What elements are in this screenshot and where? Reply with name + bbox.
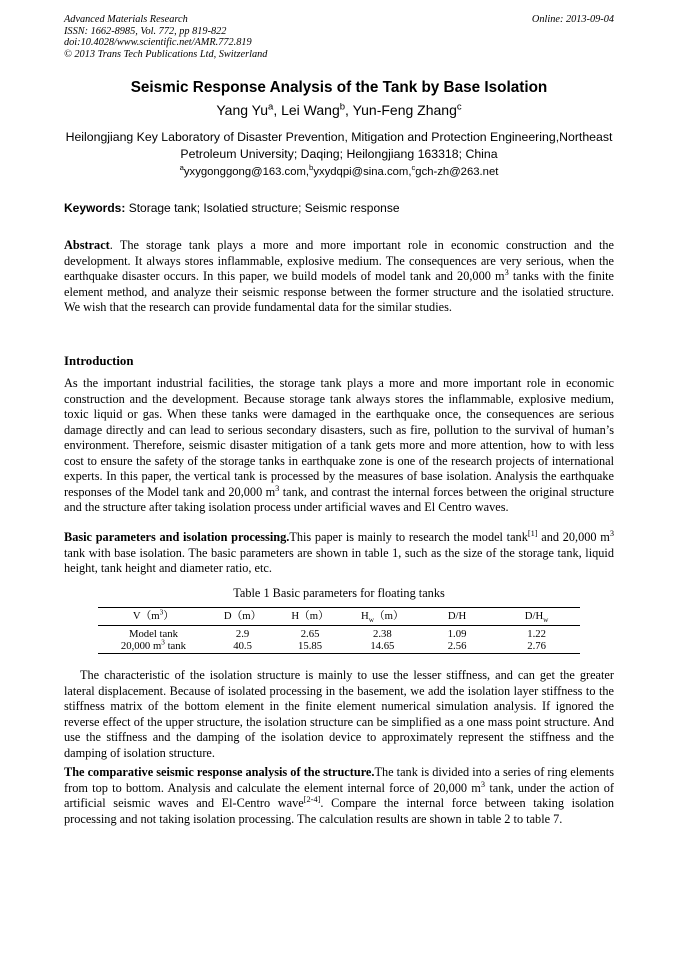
table-cell: 15.85 <box>298 640 323 652</box>
author-separator: , <box>273 102 282 118</box>
table-cell: 2.56 <box>447 640 467 652</box>
author-name: Yun-Feng Zhang <box>352 102 457 118</box>
email-list <box>0 163 678 178</box>
table-cell: 2.76 <box>527 640 546 652</box>
row-label: Model tank <box>128 627 178 640</box>
table-cell: 2.65 <box>300 627 320 640</box>
introduction-paragraph <box>64 376 614 516</box>
author-mark: a <box>268 101 274 113</box>
basic-parameters-heading: Basic parameters and isolation processing. <box>64 530 290 544</box>
basic-parameters-text: tank with base isolation. The basic parameters are shown in table 1, such as the size of the storage tank, liquid height, tank height and diameter ratio, etc. <box>64 545 614 575</box>
author-separator: , <box>345 102 353 118</box>
email-address[interactable]: yxygonggong@163.com <box>183 166 306 178</box>
introduction-heading: Introduction <box>64 354 134 368</box>
characteristic-paragraph: The characteristic of the isolation structure is mainly to use the lesser stiffness, and can get the greater lateral displacement. Because of isolated processing in the basement, we add the isolation layer stiffness to the stiffness matrix of the bottom element in the finite element numerical simulation analysis. If ignored the reverse effect of the upper structure, the isolation structure can be simplified as a one mass point structure. And use the stiffness and the damping of the isolation device to approximately represent the stiffness and the damping of isolation structure. <box>64 668 614 760</box>
introduction-text: tank, and contrast the internal forces between the original structure and the structure after taking isolation process under artificial waves and El Centro waves. <box>64 484 614 514</box>
comparative-text: The tank is divided into a series of ring elements from top to bottom. Analysis and calculate the element internal force of 20,000 m <box>64 765 614 795</box>
abstract-text: . The storage tank plays a more and more important role in economic construction and the development. It always stores inflammable, explosive medium. The consequences are very serious, when the earthquake disaster occurs. In this paper, we build models of model tank and 20,000 m <box>64 238 614 283</box>
email-mark: b <box>309 163 314 173</box>
superscript: 3 <box>504 267 509 277</box>
table-cell: 1.22 <box>527 627 546 640</box>
comparative-text: tank, under the action of artificial seismic waves and El-Centro wave <box>64 780 614 810</box>
row-label: 20,000 $m^3$ tank <box>120 638 186 652</box>
keywords-label: Keywords: <box>64 201 126 215</box>
keywords-text: Storage tank; Isolatied structure; Seismic response <box>128 201 400 215</box>
doi-line: doi:10.4028/www.scientific.net/AMR.772.819 <box>64 37 252 49</box>
introduction-text: As the important industrial facilities, the storage tank plays a more and more important role in economic construction and the development. Because storage tank always stores the inflammable, explosive medium, toxic liquid or gas. When these tanks were damaged in the earthquake once, the consequences are serious damage directly and can lead to serious secondary disasters, such as fire, pollution to the survival of human’s environment. Therefore, seismic disaster mitigation of a tank gets more and more attention, how to with less cost to ensure the safety of the storage tanks in earthquake zone is one of the research projects of international experts. In this paper, the vertical tank is processed by the measures of base isolation. Analysis the earthquake responses of the Model tank and 20,000 m <box>64 376 614 499</box>
citation-ref[interactable]: [2-4] <box>303 794 321 804</box>
superscript: 3 <box>275 483 280 493</box>
abstract-paragraph <box>64 238 614 316</box>
email-mark: c <box>411 163 416 173</box>
column-header: $H_w(m)$ <box>361 610 404 625</box>
column-header: $D/H_w$ <box>524 610 549 625</box>
journal-name: Advanced Materials Research <box>64 14 188 25</box>
email-separator: , <box>305 166 310 178</box>
citation-ref[interactable]: [1] <box>527 528 538 538</box>
abstract-label: Abstract <box>64 238 110 252</box>
affiliation: Heilongjiang Key Laboratory of Disaster Prevention, Mitigation and Protection Engineering,Northeast Petroleum University; Daqing; Heilongjiang 163318; China <box>65 130 613 161</box>
author-name: Yang Yu <box>216 102 269 118</box>
author-name: Lei Wang <box>281 102 340 118</box>
author-mark: b <box>339 101 346 113</box>
column-header: $V(m^3)$ <box>132 608 174 622</box>
table-cell: 40.5 <box>233 640 252 652</box>
email-address[interactable]: gch-zh@263.net <box>415 166 499 178</box>
journal-header <box>64 14 267 61</box>
table-caption: Table 1 Basic parameters for floating tanks <box>233 586 445 600</box>
keywords-line <box>64 201 614 215</box>
comparative-text: . Compare the internal force between taking isolation processing and not taking isolation processing. The calculation results are shown in table 2 to table 7. <box>64 796 615 826</box>
table-header-row <box>98 608 580 626</box>
paper-title: Seismic Response Analysis of the Tank by Base Isolation <box>130 79 548 96</box>
online-date: Online: 2013-09-04 <box>531 14 614 25</box>
superscript: 3 <box>609 528 614 538</box>
table-cell: 2.38 <box>373 627 392 640</box>
comparative-paragraph <box>64 765 614 827</box>
parameters-table <box>98 607 580 654</box>
table-cell: 14.65 <box>370 640 395 652</box>
superscript: 3 <box>480 779 486 789</box>
column-header: D/H <box>447 610 467 622</box>
email-address[interactable]: yxydqpi@sina.com <box>313 166 409 178</box>
author-mark: c <box>456 101 462 113</box>
basic-parameters-text: This paper is mainly to research the model tank <box>289 530 528 544</box>
comparative-heading: The comparative seismic response analysis of the structure. <box>64 765 375 779</box>
table-cell: 2.9 <box>235 627 250 640</box>
basic-parameters-paragraph <box>64 530 614 577</box>
email-mark: a <box>179 163 184 173</box>
issn-line: ISSN: 1662-8985, Vol. 772, pp 819-822 <box>64 25 227 37</box>
email-separator: , <box>408 166 412 178</box>
column-header: H（m） <box>291 610 329 622</box>
author-list <box>0 102 678 118</box>
table-cell: 1.09 <box>447 627 467 640</box>
table-row <box>98 625 580 640</box>
table-row <box>98 640 580 653</box>
basic-parameters-text: and 20,000 m <box>537 530 610 544</box>
column-header: D（m） <box>223 610 262 622</box>
copyright-line: © 2013 Trans Tech Publications Ltd, Switzerland <box>64 49 268 61</box>
abstract-text: tanks with the finite element method, and analyze their seismic response between the former structure and the isolatied structure. We wish that the research can provide fundamental data for the similar studies. <box>64 269 614 314</box>
